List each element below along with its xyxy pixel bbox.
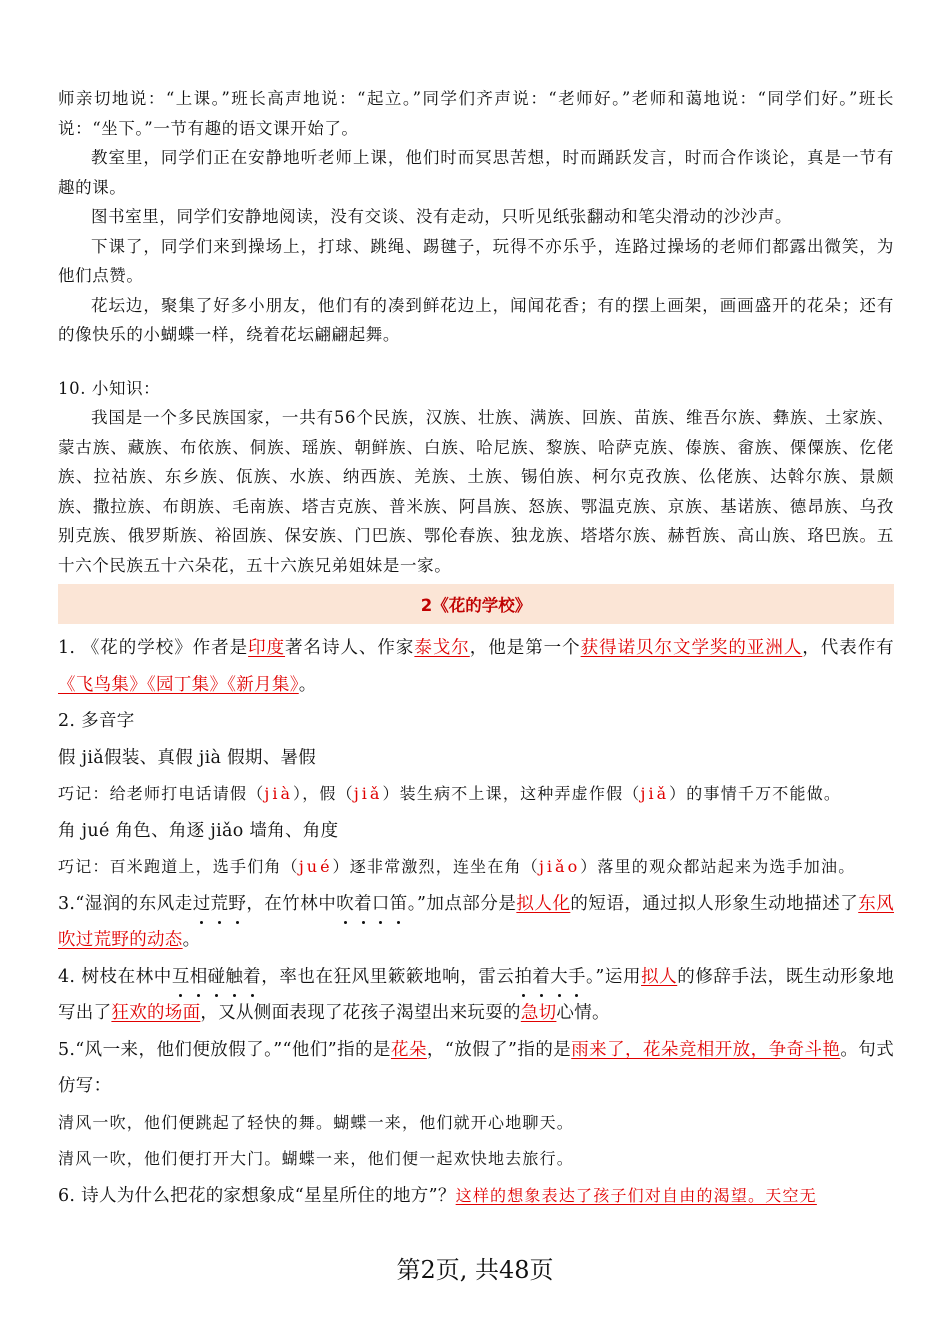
question-3: 3.“湿润的东风走过荒野，在竹林中吹着口笛。”加点部分是拟人化的短语，通过拟人形象生动地描述了东风吹过荒野的动态。 [58,886,894,959]
answer: 雨来了，花朵竞相开放，争奇斗艳 [571,1039,841,1060]
ethnic-groups-paragraph: 我国是一个多民族国家，一共有56个民族，汉族、壮族、满族、回族、苗族、维吾尔族、彝族、土家族、蒙古族、藏族、布依族、侗族、瑶族、朝鲜族、白族、哈尼族、黎族、哈萨克族、傣族、畲族、傈僳族、仡佬族、拉祜族、东乡族、佤族、水族、纳西族、羌族、土族、锡伯族、柯尔克孜族、仫佬族、达斡尔族、景颇族、撒拉族、布朗族、毛南族、塔吉克族、普米族、阿昌族、怒族、鄂温克族、京族、基诺族、德昂族、乌孜别克族、俄罗斯族、裕固族、保安族、门巴族、鄂伦春族、独龙族、塔塔尔族、赫哲族、高山族、珞巴族。五十六个民族五十六朵花，五十六族兄弟姐妹是一家。 [58,408,894,575]
example-sentence: 清风一吹，他们便跳起了轻快的舞。蝴蝶一来，他们就开心地聊天。 [58,1112,575,1132]
polyphone-jue: 角 jué 角色、角逐 jiǎo 墙角、角度 [58,820,339,841]
emphasis-char: 笛 [390,886,408,923]
emphasis-char: 着 [532,959,550,996]
answer: 拟人 [641,966,678,987]
polyphone-jia: 假 jiǎ假装、真假 jià 假期、暑假 [58,747,317,768]
emphasis-char: 触 [225,959,243,996]
section-title: 2《花的学校》 [420,596,532,615]
lesson-2-content [58,630,894,1214]
emphasis-char: 相 [190,959,208,996]
emphasis-char: 碰 [208,959,226,996]
answer: 《飞鸟集》《园丁集》《新月集》 [58,674,299,695]
answer: 获得诺贝尔文学奖的亚洲人 [580,638,803,658]
question-2-title: 2. 多音字 [58,711,135,731]
emphasis-char: 拍 [514,959,532,996]
answer: 印度 [248,638,286,658]
emphasis-char: 互 [172,959,190,996]
question-1: 1. 《花的学校》作者是印度著名诗人、作家泰戈尔，他是第一个获得诺贝尔文学奖的亚洲人，代表作有《飞鸟集》《园丁集》《新月集》。 [58,638,894,695]
answer: 花朵 [390,1039,427,1060]
emphasis-char: 荒 [211,886,229,923]
question-6: 6. 诗人为什么把花的家想象成“星星所住的地方”？这样的想象表达了孩子们对自由的渴望。天空无 [58,1185,817,1206]
page-footer: 第2页, 共48页 [396,1256,554,1284]
answer: 拟人化 [516,893,571,914]
document-page [58,84,894,1214]
emphasis-char: 手 [568,959,586,996]
emphasis-char: 口 [372,886,390,923]
emphasis-char: 着 [243,959,261,996]
paragraph: 教室里，同学们正在安静地听老师上课，他们时而冥思苦想，时而踊跃发言，时而合作谈论，真是一节有趣的课。 [58,148,894,197]
mnemonic-jia: 巧记：给老师打电话请假（jià），假（jiǎ）装生病不上课，这种弄虚作假（jiǎ）的事情千万不能做。 [58,784,842,803]
emphasis-char: 吹 [336,886,354,923]
answer: 急切 [520,1003,557,1023]
emphasis-char: 野 [228,886,246,923]
question-5: 5.“风一来，他们便放假了。”“他们”指的是花朵，“放假了”指的是雨来了，花朵竞相开放，争奇斗艳。句式仿写： [58,1039,895,1096]
emphasis-char: 大 [550,959,568,996]
paragraph: 图书室里，同学们安静地阅读，没有交谈、没有走动，只听见纸张翻动和笔尖滑动的沙沙声。 [91,207,793,226]
answer: 狂欢的场面 [111,1003,201,1023]
question-4: 4. 树枝在林中互相碰触着，率也在狂风里簌簌地响，雷云拍着大手。”运用拟人的修辞手法，既生动形象地写出了狂欢的场面，又从侧面表现了花孩子渴望出来玩耍的急切心情。 [58,959,894,1032]
question-10-title: 10. 小知识： [58,378,161,398]
answer: 这样的想象表达了孩子们对自由的渴望。天空无 [455,1185,817,1205]
answer: 泰戈尔 [414,638,470,658]
example-sentence: 清风一吹，他们便打开大门。蝴蝶一来，他们便一起欢快地去旅行。 [58,1149,575,1168]
intro-section [58,84,894,580]
paragraph: 花坛边，聚集了好多小朋友，他们有的凑到鲜花边上，闻闻花香；有的摆上画架，画画盛开的花朵；还有的像快乐的小蝴蝶一样，绕着花坛翩翩起舞。 [58,295,894,344]
answer: 东风吹过荒野的动态 [58,893,894,950]
paragraph: 下课了，同学们来到操场上，打球、跳绳、踢毽子，玩得不亦乐乎，连路过操场的老师们都露出微笑，为他们点赞。 [58,236,894,285]
emphasis-char: 过 [193,886,211,923]
section-header [58,584,894,624]
mnemonic-jue: 巧记：百米跑道上，选手们角（jué）逐非常激烈，连坐在角（jiǎo）落里的观众都站起来为选手加油。 [58,857,856,876]
emphasis-char: 着 [354,886,372,923]
paragraph: 师亲切地说：“上课。”班长高声地说：“起立。”同学们齐声说：“老师好。”老师和蔼地说：“同学们好。”班长说：“坐下。”一节有趣的语文课开始了。 [58,89,894,138]
